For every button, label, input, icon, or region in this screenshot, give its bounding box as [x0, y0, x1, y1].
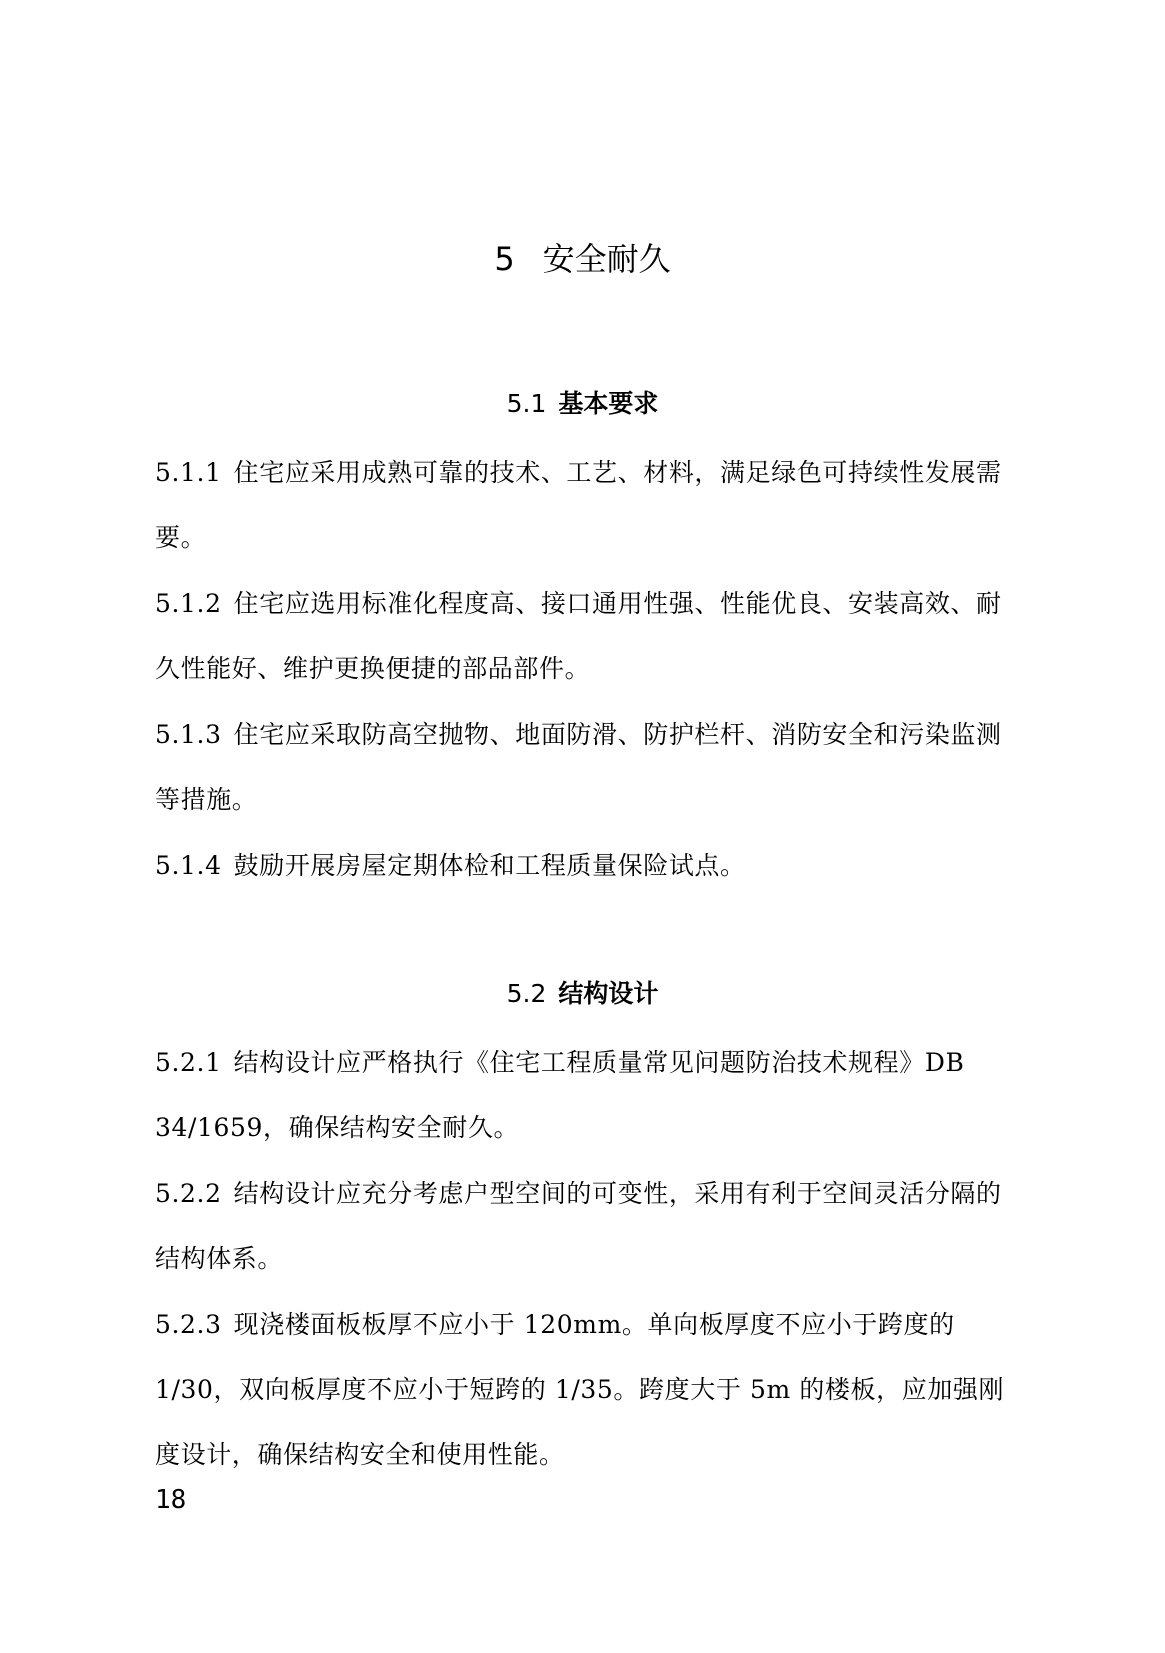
clause-paragraph [155, 1030, 1010, 1160]
clause-text: 鼓励开展房屋定期体检和工程质量保险试点。 [233, 851, 746, 880]
clause-number: 5.1.2 [155, 589, 222, 618]
clause-paragraph [155, 440, 1010, 570]
clause-text: 住宅应采取防高空抛物、地面防滑、防护栏杆、消防安全和污染监测等措施。 [155, 720, 1002, 814]
clause-text: 住宅应采用成熟可靠的技术、工艺、材料，满足绿色可持续性发展需要。 [155, 458, 1002, 552]
section-number: 5.2 [506, 979, 547, 1008]
chapter-title [0, 236, 1165, 282]
clause-number: 5.1.1 [155, 458, 222, 487]
section-title-text: 基本要求 [558, 389, 659, 418]
section-title [0, 386, 1165, 422]
clause-number: 5.1.3 [155, 720, 222, 749]
clause-paragraph [155, 833, 1010, 898]
section-title-text: 结构设计 [558, 979, 659, 1008]
chapter-title-text: 安全耐久 [542, 240, 671, 278]
clause-number: 5.1.4 [155, 851, 222, 880]
clause-number: 5.2.3 [155, 1310, 222, 1339]
clause-text: 现浇楼面板板厚不应小于 120mm。单向板厚度不应小于跨度的 1/30，双向板厚度不应小于短跨的 1/35。跨度大于 5m 的楼板，应加强刚度设计，确保结构安全和使用性能。 [155, 1310, 1005, 1469]
section-title [0, 976, 1165, 1012]
clause-text: 结构设计应充分考虑户型空间的可变性，采用有利于空间灵活分隔的结构体系。 [155, 1179, 1002, 1273]
clause-text: 结构设计应严格执行《住宅工程质量常见问题防治技术规程》DB 34/1659，确保结构安全耐久。 [155, 1048, 965, 1142]
clause-paragraph [155, 571, 1010, 701]
chapter-number: 5 [494, 240, 515, 278]
clause-number: 5.2.1 [155, 1048, 222, 1077]
page-number: 18 [155, 1485, 187, 1515]
clause-paragraph [155, 1292, 1010, 1487]
clause-paragraph [155, 702, 1010, 832]
section-number: 5.1 [506, 389, 547, 418]
clause-text: 住宅应选用标准化程度高、接口通用性强、性能优良、安装高效、耐久性能好、维护更换便捷的部品部件。 [155, 589, 1002, 683]
clause-number: 5.2.2 [155, 1179, 222, 1208]
clause-paragraph [155, 1161, 1010, 1291]
